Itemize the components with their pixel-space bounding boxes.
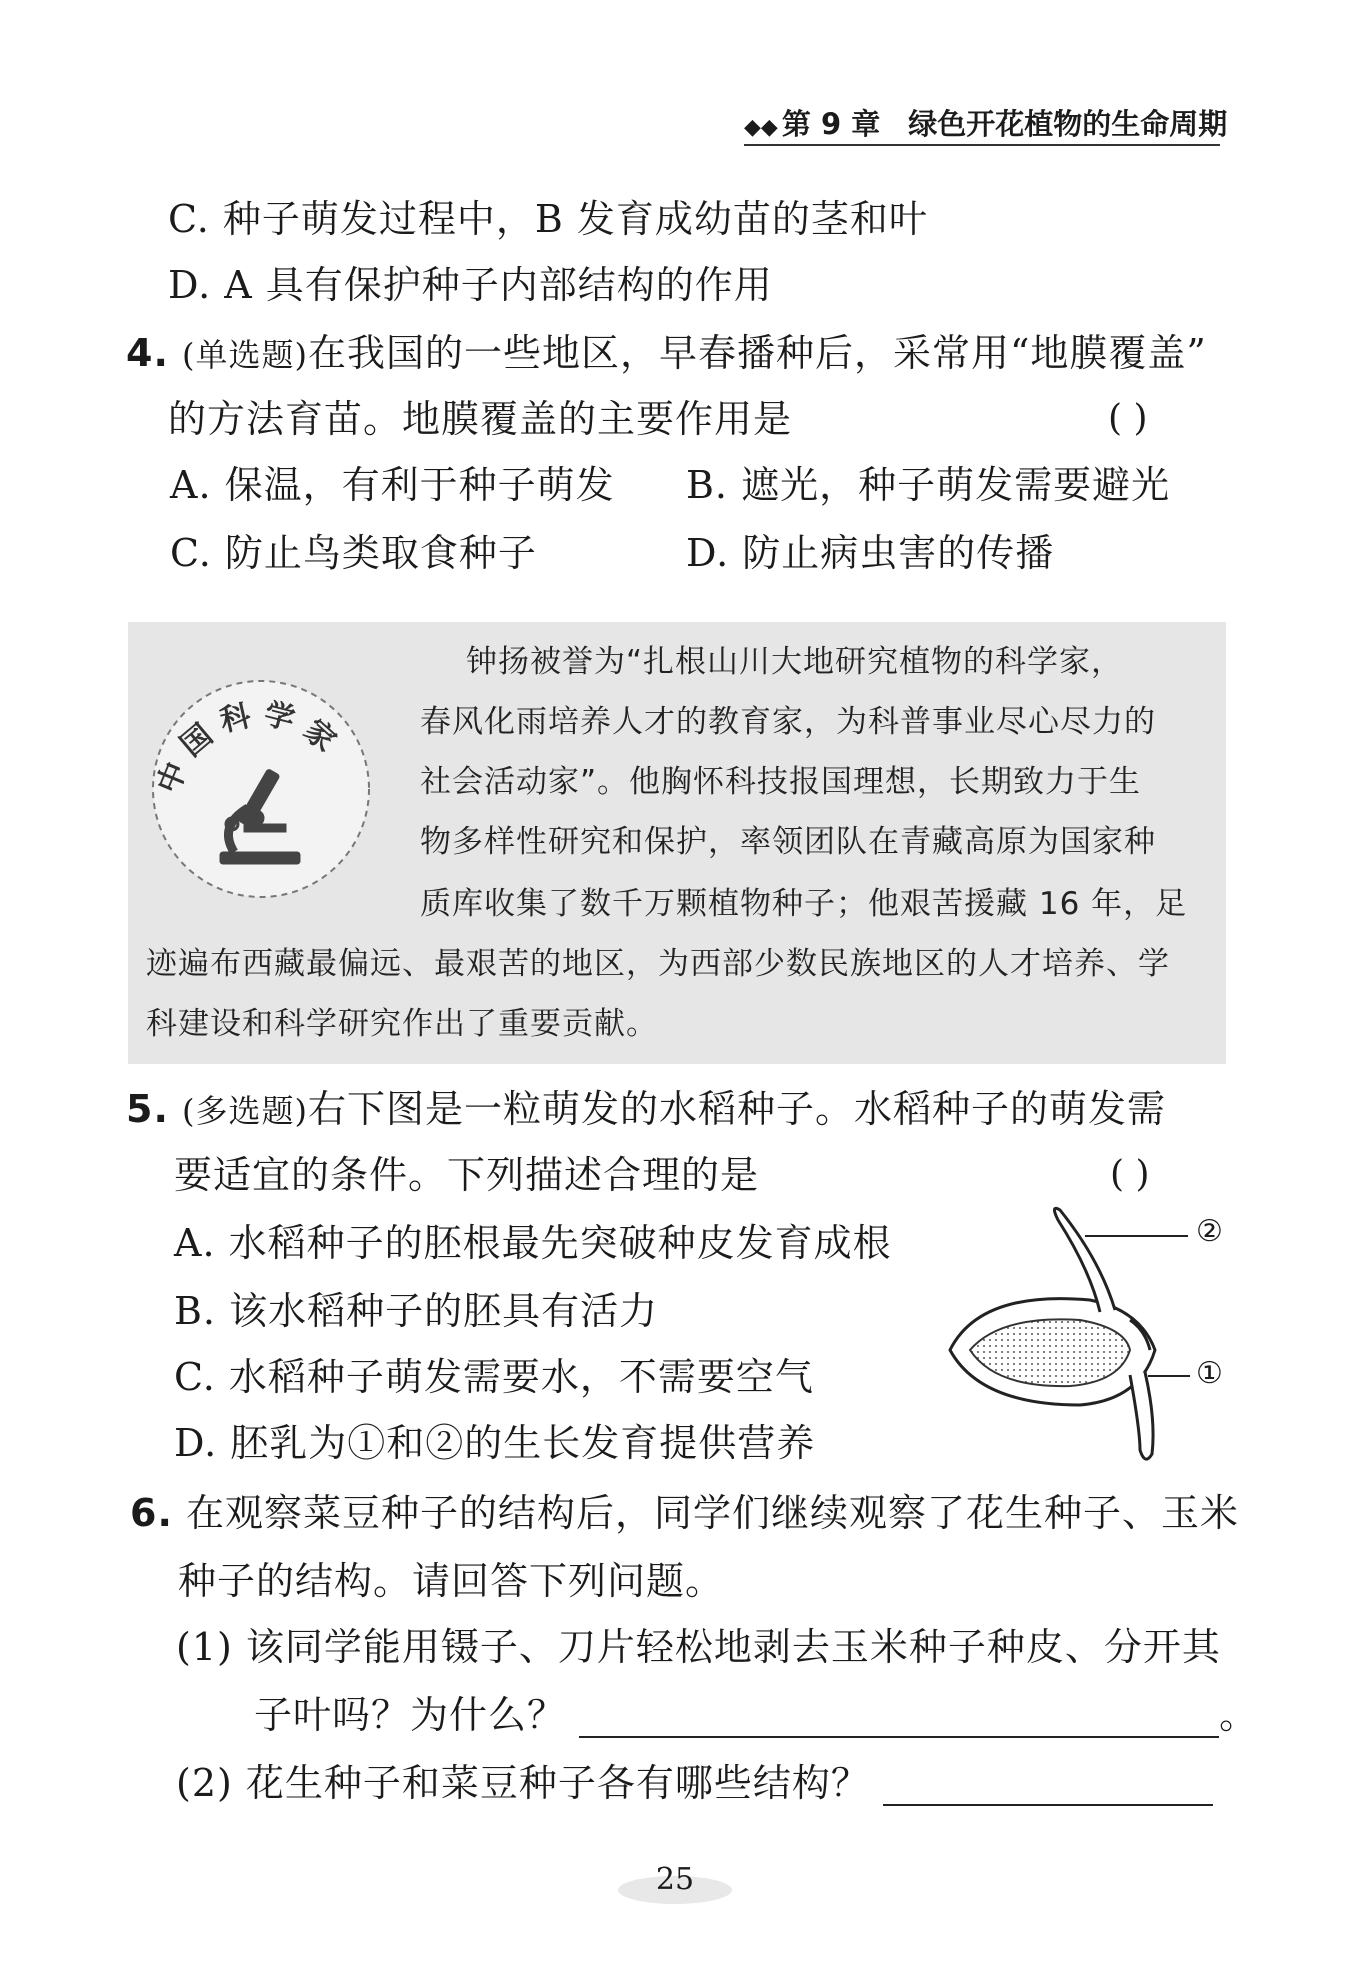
q4-option-a: A. 保温，有利于种子萌发 xyxy=(170,463,615,507)
q5-type-tag: (多选题) xyxy=(181,1092,308,1130)
scientist-line-2: 春风化雨培养人才的教育家，为科普事业尽心尽力的 xyxy=(420,704,1156,740)
q5-answer-paren: ( ) xyxy=(1110,1154,1150,1195)
q6-stem-1: 在观察菜豆种子的结构后，同学们继续观察了花生种子、玉米 xyxy=(185,1491,1239,1535)
q3-option-d: D. A 具有保护种子内部结构的作用 xyxy=(168,263,773,307)
scientist-badge xyxy=(148,676,374,902)
q4-stem-2: 的方法育苗。地膜覆盖的主要作用是 xyxy=(168,397,793,441)
q4-answer-paren: ( ) xyxy=(1108,398,1148,439)
q4-line1 xyxy=(126,330,1207,378)
q5-number: 5. xyxy=(126,1087,169,1131)
scientist-line-6: 迹遍布西藏最偏远、最艰苦的地区，为西部少数民族地区的人才培养、学 xyxy=(146,946,1170,982)
q6-sub2-line xyxy=(176,1760,1213,1806)
q4-stem-1: 在我国的一些地区，早春播种后，采常用“地膜覆盖” xyxy=(307,331,1207,375)
q6-sub1-line2 xyxy=(254,1692,1258,1738)
page-number: 25 xyxy=(655,1862,695,1897)
scientist-line-5: 质库收集了数千万颗植物种子；他艰苦援藏 16 年，足 xyxy=(420,886,1188,922)
q6-sub1-line1: (1) 该同学能用镊子、刀片轻松地剥去玉米种子种皮、分开其 xyxy=(176,1625,1221,1669)
scientist-line-1: 钟扬被誉为“扎根山川大地研究植物的科学家， xyxy=(466,644,1124,680)
badge-text: 中国科学家 xyxy=(150,696,350,799)
q5-stem-2: 要适宜的条件。下列描述合理的是 xyxy=(174,1153,760,1197)
scientist-info-box xyxy=(128,622,1226,1064)
q6-stem-2: 种子的结构。请回答下列问题。 xyxy=(178,1559,725,1603)
q6-line1 xyxy=(130,1490,1239,1536)
q3-option-c: C. 种子萌发过程中，B 发育成幼苗的茎和叶 xyxy=(168,197,928,241)
q5-option-c: C. 水稻种子萌发需要水，不需要空气 xyxy=(174,1355,814,1399)
scientist-line-3: 社会活动家”。他胸怀科技报国理想，长期致力于生 xyxy=(420,764,1142,800)
q5-option-d: D. 胚乳为①和②的生长发育提供营养 xyxy=(174,1421,816,1465)
q5-line1 xyxy=(126,1086,1166,1134)
q6-sub2-question: (2) 花生种子和菜豆种子各有哪些结构？ xyxy=(176,1761,870,1805)
q6-sub1-answer-blank[interactable] xyxy=(579,1700,1219,1738)
label-1: ① xyxy=(1196,1356,1223,1391)
q4-option-d: D. 防止病虫害的传播 xyxy=(686,531,1055,575)
q4-type-tag: (单选题) xyxy=(181,336,308,374)
q6-sub1-question: 子叶吗？为什么？ xyxy=(254,1693,567,1737)
scientist-line-4: 物多样性研究和保护，率领团队在青藏高原为国家种 xyxy=(420,824,1156,860)
chapter-title: 绿色开花植物的生命周期 xyxy=(908,107,1228,141)
q5-stem-1: 右下图是一粒萌发的水稻种子。水稻种子的萌发需 xyxy=(307,1087,1166,1131)
diamond-icon: ◆◆ xyxy=(744,115,778,140)
q6-number: 6. xyxy=(130,1491,173,1535)
scientist-line-7: 科建设和科学研究作出了重要贡献。 xyxy=(146,1006,658,1042)
label-2: ② xyxy=(1196,1214,1223,1249)
chapter-header xyxy=(744,104,1228,146)
q6-sub2-answer-blank[interactable] xyxy=(883,1768,1213,1806)
q4-option-b: B. 遮光，种子萌发需要避光 xyxy=(686,463,1171,507)
q5-option-a: A. 水稻种子的胚根最先突破种皮发育成根 xyxy=(174,1221,892,1265)
chapter-number: 第 9 章 xyxy=(781,107,881,141)
q6-sub1-period: 。 xyxy=(1219,1693,1259,1737)
q4-option-c: C. 防止鸟类取食种子 xyxy=(170,531,537,575)
q4-number: 4. xyxy=(126,331,169,375)
q5-option-b: B. 该水稻种子的胚具有活力 xyxy=(174,1289,659,1333)
rice-seed-figure xyxy=(940,1200,1240,1470)
